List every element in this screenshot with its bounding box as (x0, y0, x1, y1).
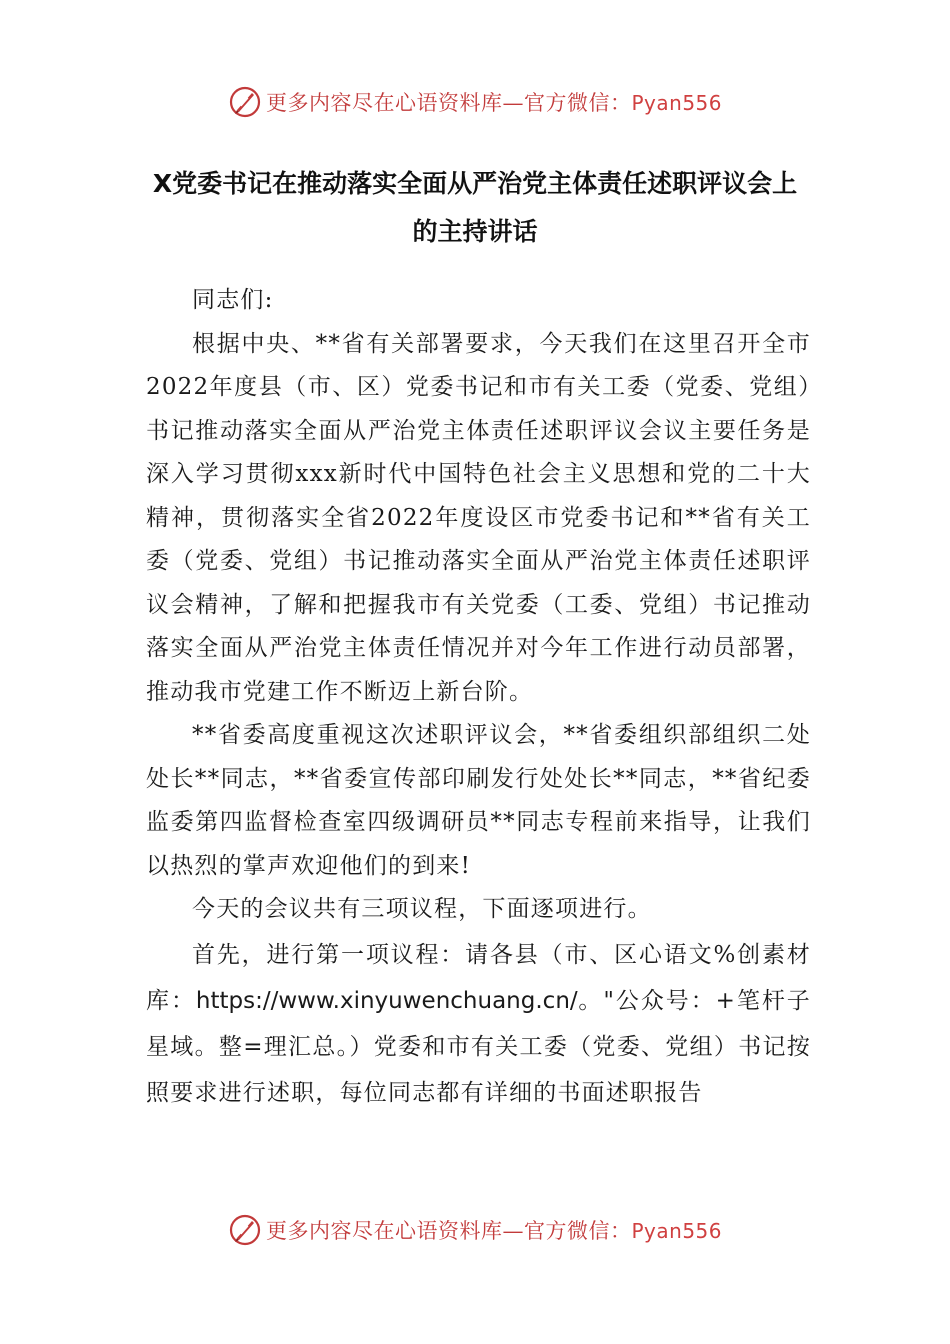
quill-pen-logo-icon (228, 85, 262, 119)
paragraph-3: 今天的会议共有三项议程，下面逐项进行。 (192, 896, 652, 922)
watermark-text: 更多内容尽在心语资料库—官方微信：Pyan556 (265, 1219, 722, 1243)
quill-pen-logo-icon (228, 1213, 262, 1247)
footer-watermark-banner (0, 1210, 950, 1250)
document-body (146, 279, 811, 1116)
header-watermark-banner (0, 82, 950, 122)
paragraph-1: 根据中央、**省有关部署要求，今天我们在这里召开全市2022年度县（市、区）党委书记和市有关工委（党委、党组）书记推动落实全面从严治党主体责任述职评议会议主要任务是深入学习贯彻xxx新时代中国特色社会主义思想和党的二十大精神，贯彻落实全省2022年度设区市党委书记和**省有关工委（党委、党组）书记推动落实全面从严治党主体责任述职评议会精神，了解和把握我市有关党委（工委、党组）书记推动落实全面从严治党主体责任情况并对今年工作进行动员部署，推动我市党建工作不断迈上新台阶。 (146, 330, 811, 705)
document-title (100, 160, 850, 256)
watermark-text: 更多内容尽在心语资料库—官方微信：Pyan556 (265, 91, 722, 115)
paragraph-4: 首先，进行第一项议程：请各县（市、区心语文%创素材库：https://www.xinyuwenchuang.cn/。"公众号：+笔杆子星域。整=理汇总。）党委和市有关工委（党委、党组）书记按照要求进行述职，每位同志都有详细的书面述职报告 (146, 941, 811, 1106)
paragraph-2: **省委高度重视这次述职评议会，**省委组织部组织二处处长**同志，**省委宣传部印刷发行处处长**同志，**省纪委监委第四监督检查室四级调研员**同志专程前来指导，让我们以热烈的掌声欢迎他们的到来! (146, 722, 811, 879)
source-url: https://www.xinyuwenchuang.cn/ (195, 987, 578, 1014)
title-line-1: X党委书记在推动落实全面从严治党主体责任述职评议会上 (152, 169, 798, 198)
salutation: 同志们: (192, 287, 274, 313)
title-line-2: 的主持讲话 (412, 217, 538, 246)
